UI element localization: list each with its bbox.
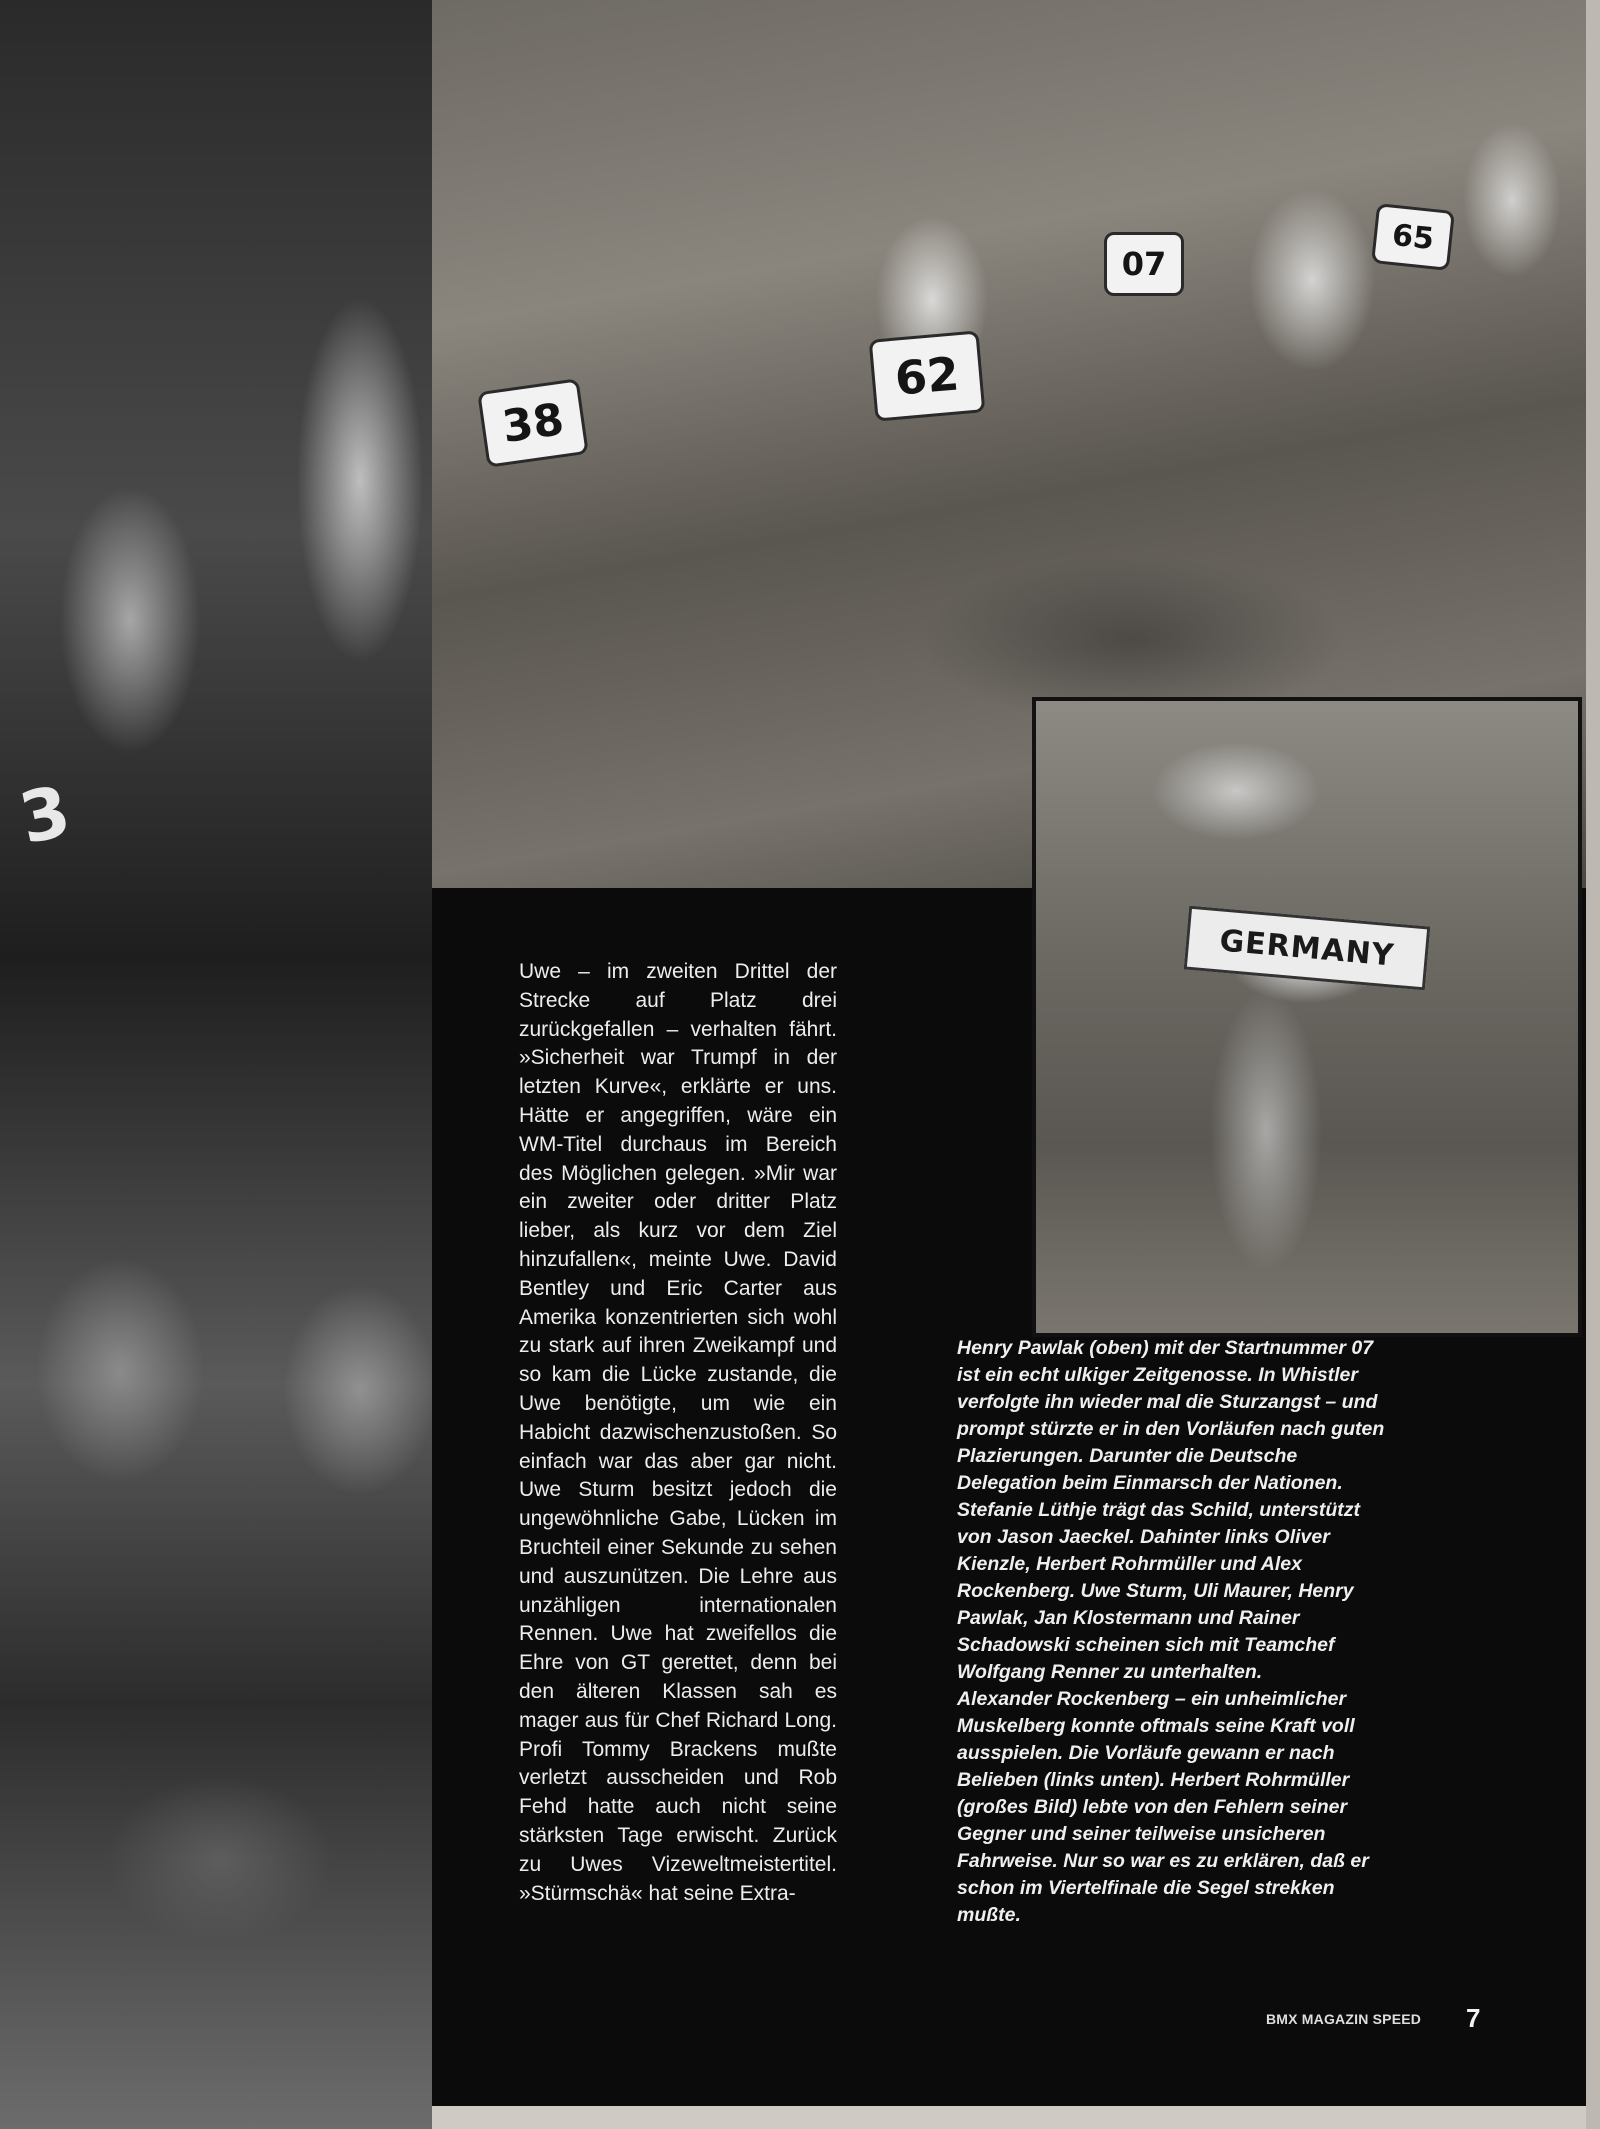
number-plate: 62	[869, 330, 986, 421]
country-sign: GERMANY	[1184, 906, 1431, 991]
photo-rider-closeup	[0, 0, 432, 2129]
page-number: 7	[1466, 2003, 1481, 2033]
magazine-name: BMX MAGAZIN SPEED	[1266, 2011, 1422, 2027]
photo-caption	[957, 1335, 1397, 1929]
page-edge	[1586, 0, 1600, 2129]
number-plate: 3	[12, 769, 78, 861]
photo-german-delegation	[1032, 697, 1582, 1337]
number-plate: 65	[1371, 203, 1455, 271]
article-body-text: Uwe – im zweiten Drittel der Strecke auf Platz drei zurückgefallen – verhalten fährt. »Sicherheit war Trumpf in der letzten Kurve«, erklärte er uns. Hätte er angegriffen, wäre ein WM-Titel durchaus im Bereich des Möglichen gelegen. »Mir war ein zweiter oder dritter Platz lieber, als kurz vor dem Ziel hinzufallen«, meinte Uwe. David Bentley und Eric Carter aus Amerika konzentrierten sich wohl zu stark auf ihren Zweikampf und so kam die Lücke zustande, die Uwe benötigte, um wie ein Habicht dazwischenzustoßen. So einfach war das aber gar nicht. Uwe Sturm besitzt jedoch die ungewöhnliche Gabe, Lücken im Bruchteil einer Sekunde zu sehen und auszunützen. Die Lehre aus unzähligen internationalen Rennen. Uwe hat zweifellos die Ehre von GT gerettet, denn bei den älteren Klassen sah es mager aus für Chef Richard Long. Profi Tommy Brackens mußte verletzt ausscheiden und Rob Fehd hatte auch nicht seine stärksten Tage erwischt. Zurück zu Uwes Vizeweltmeistertitel. »Stürmschä« hat seine Extra-	[519, 960, 837, 1905]
number-plate: 07	[1104, 232, 1184, 296]
caption-paragraph: Alexander Rockenberg – ein unheimlicher Muskelberg konnte oftmals seine Kraft voll ausspielen. Die Vorläufe gewann er nach Belieben (links unten). Herbert Rohrmüller (großes Bild) lebte von den Fehlern seiner Gegner und seiner teilweise unsicheren Fahrweise. Nur so war es zu erklären, daß er schon im Viertelfinale die Segel strekken mußte.	[957, 1688, 1369, 1926]
number-plate: 38	[477, 378, 589, 467]
caption-paragraph: Henry Pawlak (oben) mit der Startnummer 07 ist ein echt ulkiger Zeitgenosse. In Whistler verfolgte ihn wieder mal die Sturzangst – und prompt stürzte er in den Vorläufen nach guten Plazierungen. Darunter die Deutsche Delegation beim Einmarsch der Nationen. Stefanie Lüthje trägt das Schild, unterstützt von Jason Jaeckel. Dahinter links Oliver Kienzle, Herbert Rohrmüller und Alex Rockenberg. Uwe Sturm, Uli Maurer, Henry Pawlak, Jan Klostermann und Rainer Schadowski scheinen sich mit Teamchef Wolfgang Renner zu unterhalten.	[957, 1337, 1385, 1683]
